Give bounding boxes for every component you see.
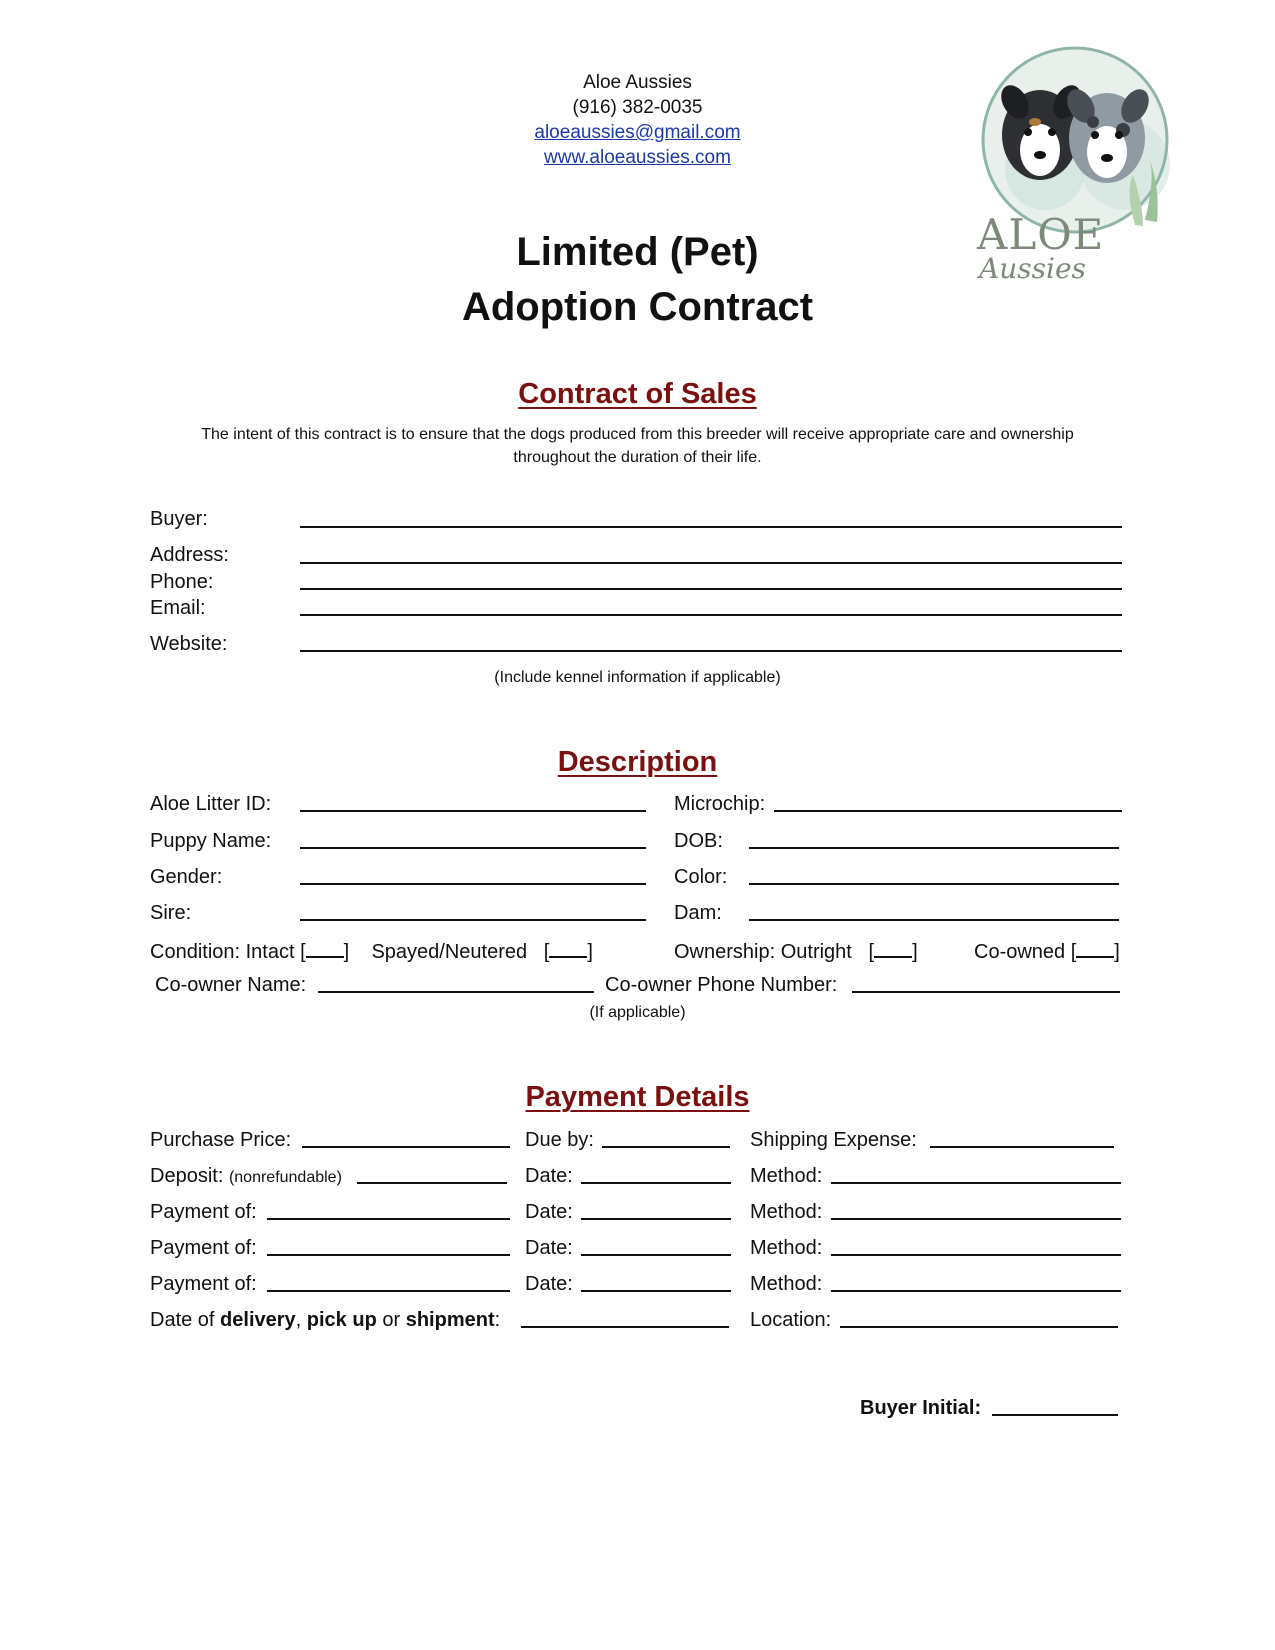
coowner-phone-field[interactable] [852,991,1120,993]
payment-date-field-1[interactable] [581,1218,731,1220]
purchase-price-field[interactable] [302,1146,510,1148]
website-field[interactable] [300,650,1122,652]
location-label: Location: [750,1309,832,1331]
or-text: or [376,1309,406,1331]
payment-date-field-2[interactable] [581,1254,731,1256]
due-by-field[interactable] [602,1146,730,1148]
outright-checkbox[interactable] [874,938,912,958]
dam-label: Dam: [674,902,722,924]
bracket-open: [ [868,941,875,963]
title-line-2: Adoption Contract [461,285,814,329]
payment-method-field-3[interactable] [831,1290,1121,1292]
business-phone: (916) 382-0035 [572,97,703,118]
delivery-prefix-text: Date of [150,1309,221,1331]
buyer-field[interactable] [300,526,1122,528]
bracket-open: [ [300,941,306,963]
website-label: Website: [150,633,228,655]
shipment-word: shipment [405,1309,495,1331]
bracket-open: [ [1070,941,1077,963]
condition-row [150,938,593,964]
deposit-field[interactable] [357,1182,507,1184]
puppy-name-label: Puppy Name: [150,830,272,852]
buyer-initial-field[interactable] [992,1414,1118,1416]
color-field[interactable] [749,883,1119,885]
location-field[interactable] [840,1326,1118,1328]
payment-of-label-3: Payment of: [150,1273,257,1295]
email-field[interactable] [300,614,1122,616]
coowner-name-field[interactable] [318,991,594,993]
payment-of-field-1[interactable] [267,1218,510,1220]
kennel-note: (Include kennel information if applicable) [494,669,781,686]
condition-intact-label: Condition: Intact [150,941,295,963]
microchip-label: Microchip: [674,793,766,815]
payment-method-label-3: Method: [750,1273,823,1295]
delivery-date-field[interactable] [521,1326,729,1328]
due-by-label: Due by: [525,1129,594,1151]
payment-of-label-2: Payment of: [150,1237,257,1259]
ownership-outright-label: Ownership: Outright [674,941,852,963]
coowner-phone-label: Co-owner Phone Number: [605,974,838,996]
deposit-method-field[interactable] [831,1182,1121,1184]
deposit-label: Deposit: [150,1165,224,1187]
delivery-date-label [150,1309,500,1332]
pickup-word: pick up [306,1309,377,1331]
shipping-expense-field[interactable] [930,1146,1114,1148]
bracket-close: ] [912,941,918,963]
gender-field[interactable] [300,883,646,885]
deposit-method-label: Method: [750,1165,823,1187]
title-line-1: Limited (Pet) [516,230,759,274]
bracket-close: ] [587,941,593,963]
page-title [0,225,1275,335]
coowner-name-label: Co-owner Name: [155,974,307,996]
payment-date-field-3[interactable] [581,1290,731,1292]
payment-date-label-2: Date: [525,1237,573,1259]
payment-method-field-2[interactable] [831,1254,1121,1256]
deposit-label-group [150,1165,342,1188]
payment-date-label-1: Date: [525,1201,573,1223]
delivery-word: delivery [220,1309,296,1331]
spayed-neutered-label: Spayed/Neutered [371,941,528,963]
buyer-initial-label: Buyer Initial: [860,1397,982,1419]
intro-text [0,423,1275,469]
payment-of-field-3[interactable] [267,1290,510,1292]
shipping-expense-label: Shipping Expense: [750,1129,917,1151]
business-name: Aloe Aussies [583,72,692,93]
email-label: Email: [150,597,206,619]
contract-of-sales-heading: Contract of Sales [518,378,757,410]
purchase-price-label: Purchase Price: [150,1129,292,1151]
bracket-close: ] [1114,941,1120,963]
comma-text: , [295,1309,307,1331]
address-label: Address: [150,544,229,566]
payment-method-field-1[interactable] [831,1218,1121,1220]
deposit-date-field[interactable] [581,1182,731,1184]
nonrefundable-note: (nonrefundable) [228,1169,342,1186]
gender-label: Gender: [150,866,223,888]
color-label: Color: [674,866,728,888]
intro-line-1: The intent of this contract is to ensure that the dogs produced from this breeder will receive appropriate care and ownership [201,426,1074,443]
litter-id-label: Aloe Litter ID: [150,793,272,815]
logo-word-aloe: ALOE [977,210,1105,259]
phone-field[interactable] [300,588,1122,590]
payment-of-field-2[interactable] [267,1254,510,1256]
coowned-label: Co-owned [974,941,1066,963]
coowned-checkbox[interactable] [1076,938,1114,958]
payment-details-heading: Payment Details [525,1081,750,1113]
microchip-field[interactable] [774,810,1122,812]
website-link[interactable]: www.aloeaussies.com [544,147,731,168]
payment-method-label-1: Method: [750,1201,823,1223]
phone-label: Phone: [150,571,214,593]
bracket-close: ] [343,941,350,963]
deposit-date-label: Date: [525,1165,573,1187]
intact-checkbox[interactable] [306,938,344,958]
puppy-name-field[interactable] [300,847,646,849]
payment-method-label-2: Method: [750,1237,823,1259]
colon-text: : [494,1309,501,1331]
payment-of-label-1: Payment of: [150,1201,257,1223]
dob-label: DOB: [674,830,723,852]
logo-word-aussies: Aussies [979,252,1086,285]
spayed-neutered-checkbox[interactable] [549,938,587,958]
dam-field[interactable] [749,919,1119,921]
address-field[interactable] [300,562,1122,564]
coowned-row [974,938,1120,964]
dob-field[interactable] [749,847,1119,849]
buyer-label: Buyer: [150,508,208,530]
email-link[interactable]: aloeaussies@gmail.com [534,122,741,143]
sire-label: Sire: [150,902,192,924]
ownership-row [674,938,918,964]
if-applicable-note: (If applicable) [589,1004,686,1021]
description-heading: Description [557,746,718,778]
intro-line-2: throughout the duration of their life. [513,449,762,466]
bracket-open: [ [543,941,550,963]
payment-date-label-3: Date: [525,1273,573,1295]
sire-field[interactable] [300,919,646,921]
litter-id-field[interactable] [300,810,646,812]
